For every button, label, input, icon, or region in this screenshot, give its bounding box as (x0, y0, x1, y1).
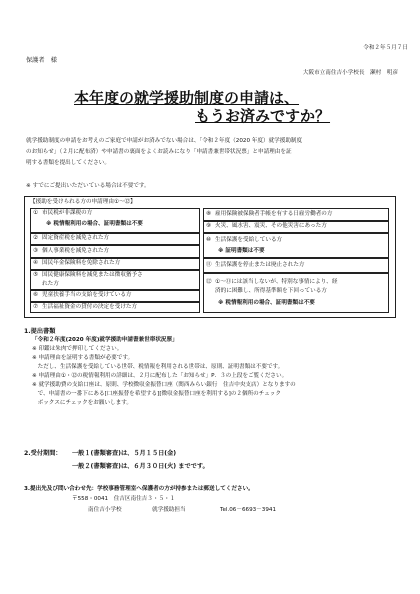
intro-line2: のお知らせ」（２月に配布済）や申請書の裏面をよくお読みになり「申請書兼世帯状況票」と申請理由を証 (26, 149, 292, 155)
section1-line: ただし、生活保護を受給している世帯、税情報を利用される世帯は、原則、証明書類は不要です。 (32, 364, 284, 370)
reason-text: 児童扶養手当の支給を受けている方 (42, 292, 132, 298)
reason-number: ② (33, 235, 39, 241)
section1-line: 「令和２年度(2020 年度)就学援助申請書兼世帯状況票」 (32, 337, 178, 343)
intro-note: ※ すでにご提出いただいている場合は不要です。 (26, 183, 150, 189)
reason-text: 雇用保険被保険者手帳を有する日雇労働者の方 (215, 211, 333, 217)
reason-number: ⑪ (206, 262, 212, 268)
reason-text: 固定資産税を減免された方 (42, 235, 110, 241)
document-date: 令和２年５月７日 (363, 45, 408, 51)
reason-sub-note: ※ 証明書類は不要 (218, 248, 265, 254)
reason-number: ⑧ (206, 211, 212, 217)
reason-number: ⑥ (33, 292, 39, 298)
reason-sub-note: ※ 税情報利用の場合、証明書類は不要 (46, 221, 143, 227)
contact-tel: Tel.06－6693－3941 (220, 507, 277, 513)
reason-text: 国民健康保険料を減免または徴収猶予さ (42, 272, 143, 278)
intro-line1: 就学援助制度の申請をお考えのご家庭で申請がお済みでない場合は、「令和２年度（2020 年度）就学援助制度 (26, 138, 303, 144)
reason-number: ③ (33, 248, 39, 254)
title-line1: 本年度の就学援助制度の申請は、 (74, 89, 300, 107)
recipient: 保護者 様 (26, 57, 57, 64)
reason-text: 国民年金保険料を免除された方 (42, 260, 121, 266)
sender: 大阪市立南住吉小学校長 瀬村 明彦 (302, 70, 398, 76)
section1-line: ※ 就学援助費の支給口座は、原則、学校徴収金振替口座（関西みらい銀行 住吉中央支店）となりますの (32, 382, 296, 388)
section1-line: ※ 申請理由を証明する書類が必要です。 (32, 355, 134, 361)
reason-number: ⑤ (33, 272, 39, 278)
reasons-heading: 【援助を受けられる方の申請理由①～⑫】 (30, 199, 136, 205)
intro-line3: 明する書類を提出してください。 (26, 160, 110, 166)
contact-person: 就学援助担当 (152, 507, 186, 513)
reason-text: 火災、風水害、震災、その他災害にあった方 (215, 223, 327, 229)
reason-text: 済的に困難し、所得基準額を下回っている方 (215, 288, 327, 294)
reason-sub-note: ※ 税情報利用の場合、証明書類は不要 (218, 300, 315, 306)
reason-text: 生活福祉資金の貸付の決定を受けた方 (42, 304, 138, 310)
section1-line: ボックスにチェックをお願いします。 (32, 400, 133, 406)
school-address: 〒558・0041 住吉区南住吉３・５・１ (72, 496, 176, 502)
reason-text: 生活保護を受給している方 (215, 237, 283, 243)
reason-text: ①～⑪には該当しないが、特別な事情により、経 (215, 279, 338, 285)
reason-number: ④ (33, 260, 39, 266)
section1-line: で、申請書の一番下にある[口座振替を希望する][徴収金振替口座を利用する]の２個所のチェック (32, 391, 281, 397)
reason-number: ⑫ (206, 279, 212, 285)
reason-text: れた方 (42, 281, 59, 287)
school-name: 南住吉小学校 (88, 507, 122, 513)
deadline-1: 一般１(書類審査)は、５月１５日(金) (72, 450, 177, 457)
section1-heading: 1.提出書類 (24, 328, 56, 335)
reason-text: 生活保護を停止または廃止された方 (215, 262, 305, 268)
section2-heading: 2.受付期間： (24, 450, 62, 457)
reason-text: 個人事業税を減免された方 (42, 248, 110, 254)
title-line2: もうお済みですか？ (195, 107, 331, 125)
reason-text: 市民税が非課税の方 (42, 210, 93, 216)
section1-line: ※ 申請理由①・⑫の税情報利用の詳細は、２月に配布した「お知らせ」P．３の上段をご覧ください。 (32, 373, 288, 379)
section1-line: ※ 印鑑は朱肉で押印してください。 (32, 346, 123, 352)
section3-heading: 3.提出先及び問い合わせ先：学校事務管理室へ保護者の方が持参または郵送してください。 (24, 486, 254, 492)
deadline-2: 一般２(書類審査)は、６月３０日(火) までです。 (72, 463, 209, 470)
reason-number: ⑨ (206, 223, 212, 229)
reason-number: ① (33, 210, 39, 216)
reason-number: ⑩ (206, 237, 212, 243)
reason-number: ⑦ (33, 304, 39, 310)
